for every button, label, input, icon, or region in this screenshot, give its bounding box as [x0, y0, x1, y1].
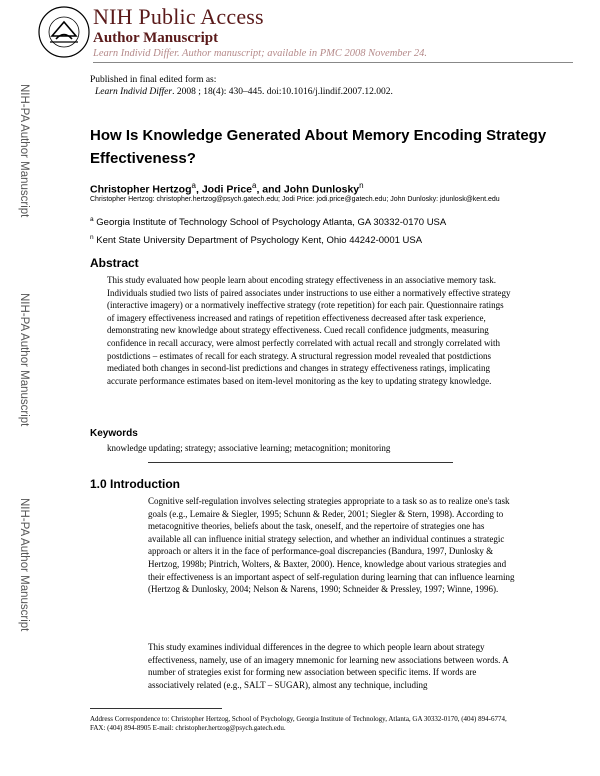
citation — [95, 87, 393, 97]
footnote: Address Correspondence to: Christopher Hertzog, School of Psychology, Georgia Institute of Technology, Atlanta, GA 30332-0170, (404) 894-6774, FAX: (404) 894-8905 E-mail: christopher.hertzog@psych.gatech.edu. — [90, 715, 507, 732]
section-divider — [148, 462, 453, 463]
abstract-heading: Abstract — [90, 256, 139, 270]
affiliation-1: $^a$ Georgia Institute of Technology School of Psychology Atlanta, GA 30332-0170 USA — [90, 216, 447, 229]
intro-paragraph-1: Cognitive self-regulation involves selecting strategies appropriate to a task so as to realize one's task goals (e.g., Lemaire & Siegler, 1995; Schunn & Reder, 2001; Siegler & Stern, 1998). According to metacognitive theories, beliefs about the task, oneself, and the repertoire of strategies one has available all can influence initial strategy selection, and whether an individual continues a strategic approach or alters it in the face of performance-goal discrepancies (Bandura, 1997, Dunlosky & Hertzog, 1998b; Pintrich, Wolters, & Baxter, 2000). Hence, knowledge about various strategies and their effectiveness is an important aspect of self-regulation during learning that can influence learning (Hertzog & Dunlosky, 2004; Nelson & Narens, 1990; Schneider & Pressley, 1997; Winne, 1996). — [148, 496, 515, 595]
authors: Christopher Hertzog$^a$, Jodi Price$^a$, and John Dunlosky$^n$ — [90, 181, 364, 196]
side-label-2: NIH-PA Author Manuscript — [18, 293, 30, 427]
affiliation-2: $^n$ Kent State University Department of Psychology Kent, Ohio 44242-0001 USA — [90, 234, 423, 247]
author-name: Christopher Hertzog — [90, 183, 192, 196]
paper-title: How Is Knowledge Generated About Memory Encoding Strategy Effectiveness? — [90, 127, 547, 167]
author-sup: n — [359, 181, 364, 190]
footnote-divider — [90, 708, 222, 709]
keywords-text: knowledge updating; strategy; associative learning; metacognition; monitoring — [107, 443, 391, 453]
abstract-text: This study evaluated how people learn about encoding strategy effectiveness in an associative memory task. Individuals studied two lists of paired associates under instructions to use either a normatively effective strategy (interactive imagery) or a normatively ineffective strategy (rote repetition) for each pair. Questionnaire ratings of imagery effectiveness increased and ratings of repetition effectiveness decreased after task experience, demonstrating new knowledge about strategy effectiveness. Cued recall confidence judgments, measuring confidence in recall accuracy, were almost perfectly correlated with actual recall and strongly correlated with postdictions – estimates of recall for each strategy. A structural regression model revealed that postdictions mediated both changes in second-list predictions and changes in strategy effectiveness ratings, implicating accurate performance estimates based on item-level monitoring as the key to updating strategy knowledge. — [107, 275, 511, 386]
header-title: NIH Public Access — [93, 4, 264, 29]
intro-paragraph-2: This study examines individual differences in the degree to which people learn about strategy effectiveness, namely, use of an imagery mnemonic for learning new associations between words. A number of strategies exist for forming new association between specific items. If words are associatively related (e.g., SALT – SUGAR), almost any technique, including — [148, 642, 509, 690]
author-sup: a — [191, 181, 196, 190]
nih-logo — [38, 6, 90, 58]
published-note: Published in final edited form as: — [90, 75, 217, 85]
header-title-block — [93, 4, 573, 63]
author-sup: a — [252, 181, 257, 190]
author-emails: Christopher Hertzog: christopher.hertzog@psych.gatech.edu; Jodi Price: jodi.price@gatech.edu; John Dunlosky: jdunlosk@kent.edu — [90, 196, 500, 203]
author-name: Jodi Price — [201, 183, 253, 196]
side-label-3: NIH-PA Author Manuscript — [18, 498, 30, 632]
author-name: John Dunlosky — [283, 183, 360, 196]
citation-details: . 2008 ; 18(4): 430–445. doi:10.1016/j.lindif.2007.12.002. — [172, 87, 393, 97]
intro-heading: 1.0 Introduction — [90, 477, 180, 491]
header-subtitle: Author Manuscript — [93, 30, 219, 46]
keywords-heading: Keywords — [90, 428, 138, 439]
header-availability-note: Learn Individ Differ. Author manuscript; available in PMC 2008 November 24. — [93, 48, 428, 59]
journal-name: Learn Individ Differ — [95, 87, 173, 97]
side-label-1: NIH-PA Author Manuscript — [18, 84, 30, 218]
